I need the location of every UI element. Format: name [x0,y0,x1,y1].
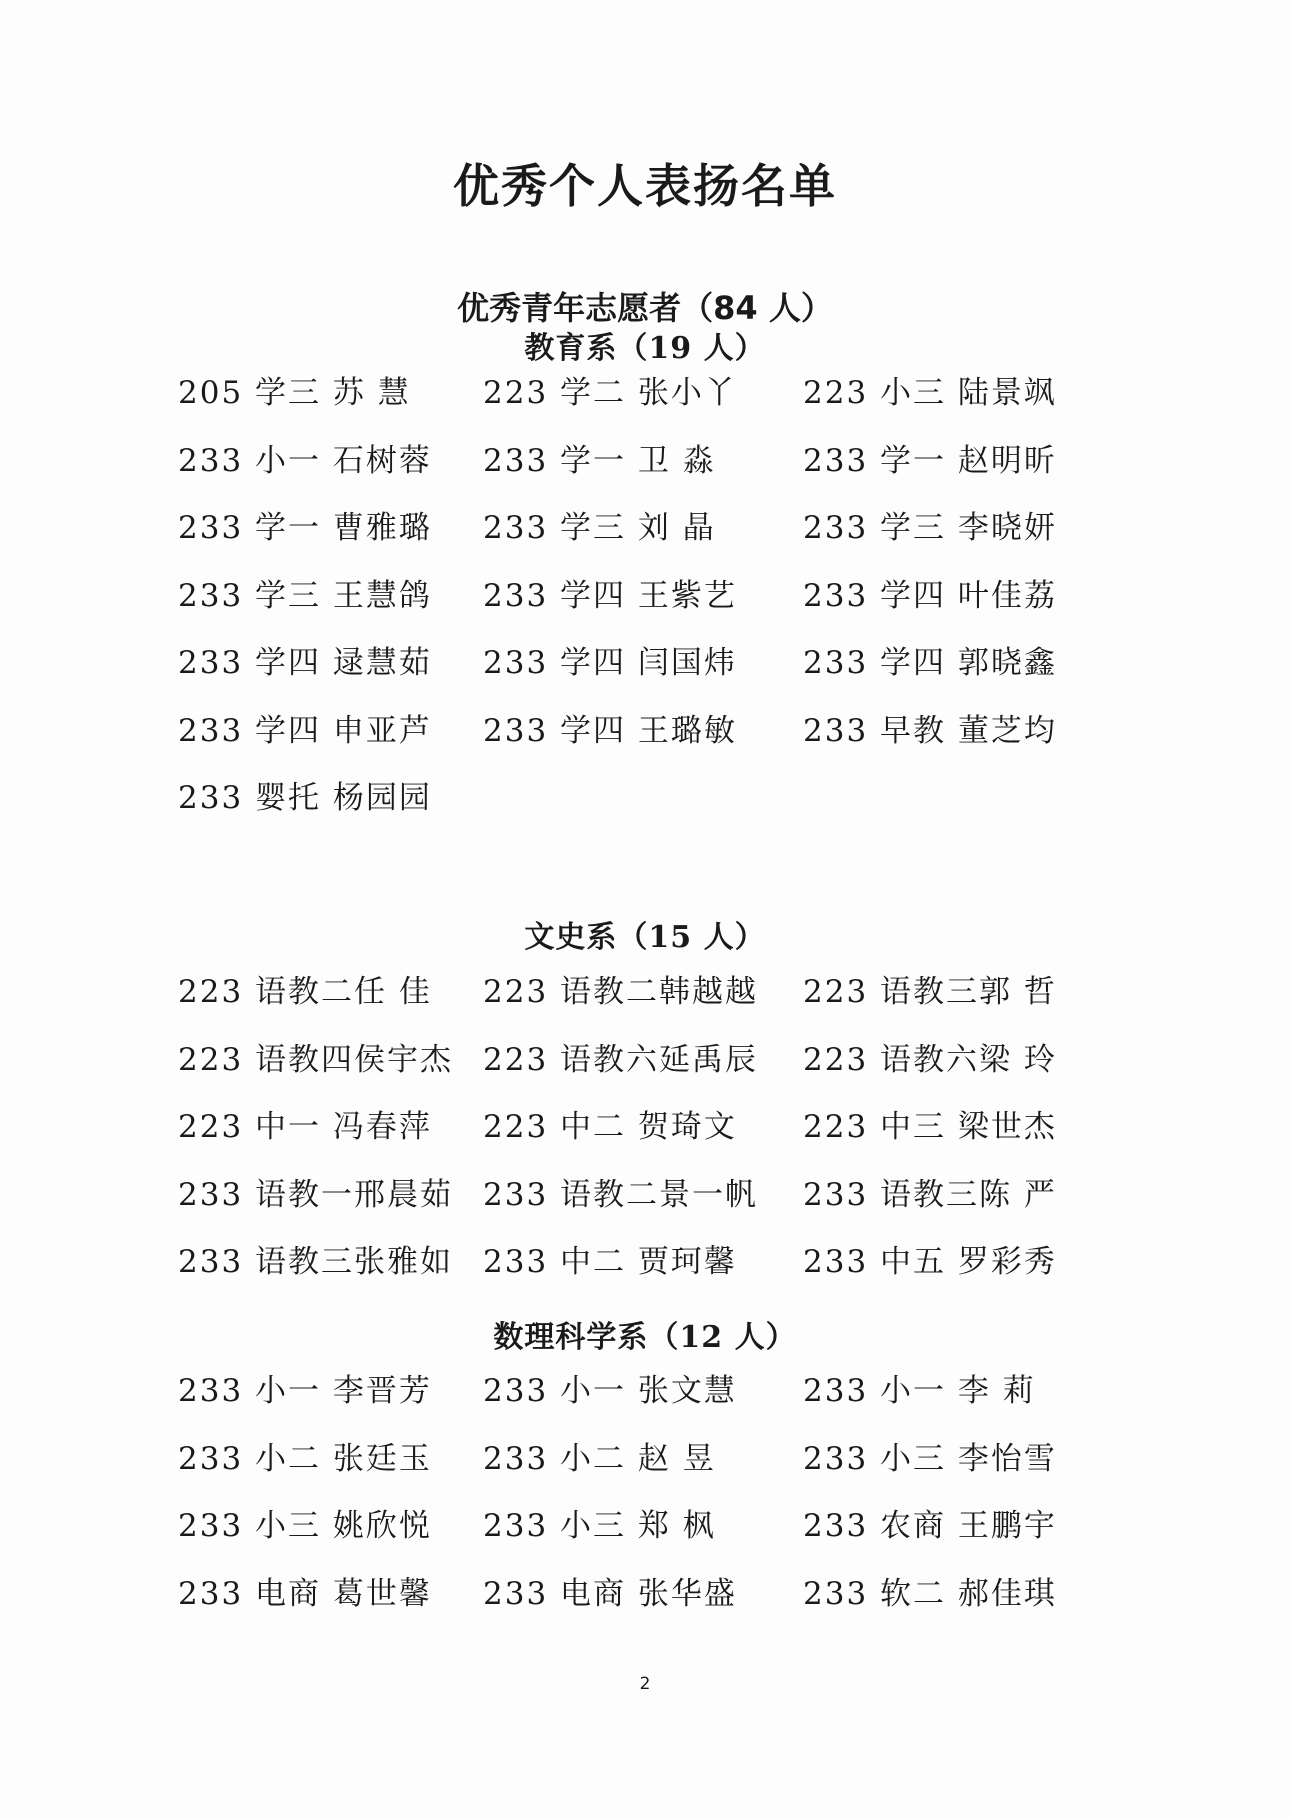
name-entry: 233 语教二景一帆 [483,1176,759,1213]
name-entry: 233 学三 刘 晶 [483,510,716,546]
name-entry: 233 学三 李晓妍 [803,510,1057,546]
table-row [178,1040,1098,1108]
award-category-heading: 优秀青年志愿者（84 人） [457,289,833,327]
name-entry: 233 小一 李 莉 [803,1373,1036,1409]
table-row [178,972,1098,1040]
table-row [178,576,1098,644]
name-entry: 233 小三 李怡雪 [803,1440,1057,1477]
name-entry: 233 小二 赵 昱 [483,1440,716,1477]
page-title: 优秀个人表扬名单 [453,159,837,213]
table-row [178,1506,1098,1574]
name-entry: 233 学一 曹雅璐 [178,510,432,546]
name-entry: 233 软二 郝佳琪 [803,1575,1057,1612]
name-entry: 233 中五 罗彩秀 [803,1244,1057,1280]
name-entry: 233 小三 姚欣悦 [178,1508,432,1544]
name-entry: 223 语教二任 佳 [178,974,432,1010]
name-entry: 233 小一 张文慧 [483,1373,737,1409]
name-entry: 223 中三 梁世杰 [803,1109,1057,1145]
page-number: 2 [639,1674,651,1694]
name-entry: 233 学三 王慧鸽 [178,577,432,614]
table-row [178,643,1098,711]
table-row [178,1242,1098,1310]
table-row [178,1107,1098,1175]
name-entry: 223 中一 冯春萍 [178,1109,432,1145]
table-row [178,778,1098,846]
table-row [178,373,1098,441]
name-entry: 223 学二 张小丫 [483,375,737,411]
name-entry: 233 学四 申亚芦 [178,712,432,749]
name-grid-math-science [178,1371,1098,1641]
table-row [178,441,1098,509]
name-entry: 233 小三 郑 枫 [483,1508,716,1544]
table-row [178,711,1098,779]
table-row [178,1175,1098,1243]
name-entry: 233 婴托 杨园园 [178,780,432,816]
name-entry: 233 学四 叶佳荔 [803,577,1057,614]
name-entry: 223 语教六延禹辰 [483,1041,759,1078]
name-entry: 223 语教六梁 玲 [803,1041,1057,1078]
name-entry: 233 学四 王紫艺 [483,577,737,614]
name-entry: 223 语教四侯宇杰 [178,1041,454,1078]
name-entry: 223 语教二韩越越 [483,974,759,1010]
name-entry: 233 早教 董芝均 [803,712,1057,749]
dept-heading-education: 教育系（19 人） [524,331,766,366]
name-entry: 233 中二 贾珂馨 [483,1244,737,1280]
name-entry: 233 学四 逯慧茹 [178,645,432,681]
name-entry: 233 语教三陈 严 [803,1176,1057,1213]
name-entry: 223 语教三郭 哲 [803,974,1057,1010]
name-entry: 205 学三 苏 慧 [178,375,411,411]
name-entry: 233 小二 张廷玉 [178,1440,432,1477]
name-entry: 233 学四 郭晓鑫 [803,645,1057,681]
name-entry: 233 语教三张雅如 [178,1244,454,1280]
name-entry: 233 电商 葛世馨 [178,1575,432,1612]
name-entry: 233 电商 张华盛 [483,1575,737,1612]
name-entry: 233 学四 闫国炜 [483,645,737,681]
name-entry: 233 学一 赵明昕 [803,442,1057,479]
name-entry: 233 学四 王璐敏 [483,712,737,749]
name-entry: 223 小三 陆景飒 [803,375,1057,411]
name-entry: 233 小一 石树蓉 [178,442,432,479]
name-grid-literature-history [178,972,1098,1310]
name-entry: 233 农商 王鹏宇 [803,1508,1057,1544]
table-row [178,1439,1098,1507]
dept-heading-literature-history: 文史系（15 人） [524,920,766,955]
table-row [178,1371,1098,1439]
dept-heading-math-science: 数理科学系（12 人） [493,1320,797,1355]
name-entry: 233 学一 卫 淼 [483,442,716,479]
table-row [178,508,1098,576]
name-entry: 223 中二 贺琦文 [483,1109,737,1145]
table-row [178,1574,1098,1642]
name-entry: 233 语教一邢晨茹 [178,1176,454,1213]
name-entry: 233 小一 李晋芳 [178,1373,432,1409]
name-grid-education [178,373,1098,846]
